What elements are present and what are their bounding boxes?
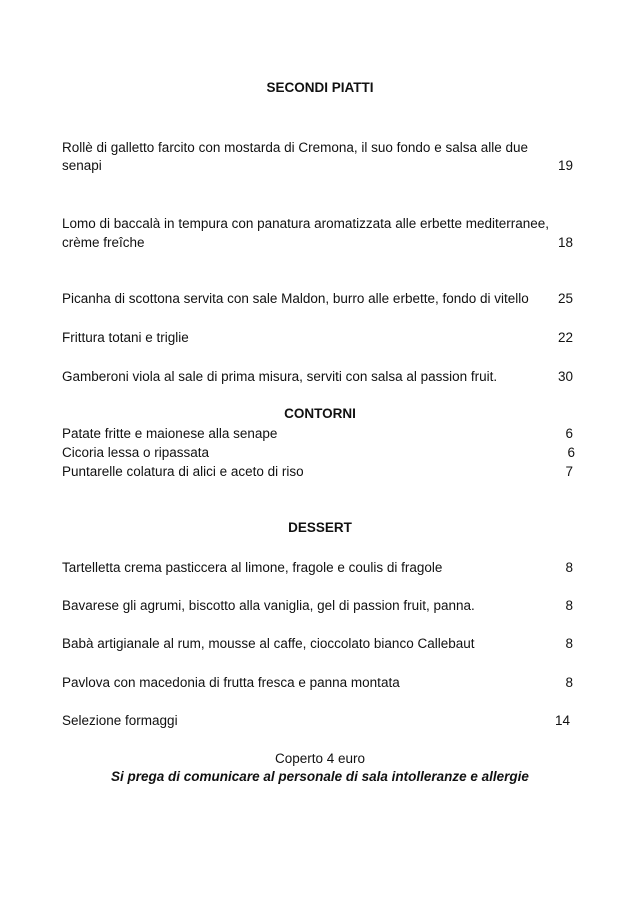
allergy-notice: Si prega di comunicare al personale di sala intolleranze e allergie	[111, 769, 529, 784]
item-price: 6	[567, 445, 575, 460]
item-description: Patate fritte e maionese alla senape	[62, 426, 278, 441]
item-price: 22	[557, 330, 573, 345]
item-description: Rollè di galletto farcito con mostarda di Cremona, il suo fondo e salsa alle due	[62, 140, 529, 155]
item-description: Cicoria lessa o ripassata	[62, 445, 210, 460]
item-price: 25	[557, 291, 573, 306]
item-description: Pavlova con macedonia di frutta fresca e panna montata	[62, 675, 400, 690]
item-description: Bavarese gli agrumi, biscotto alla vaniglia, gel di passion fruit, panna.	[62, 598, 475, 613]
section-title-secondi: SECONDI PIATTI	[266, 80, 374, 95]
item-price: 18	[557, 235, 573, 250]
item-price: 8	[565, 636, 573, 651]
item-price: 19	[557, 158, 573, 173]
item-description: Selezione formaggi	[62, 713, 178, 728]
section-title-contorni: CONTORNI	[284, 406, 356, 421]
item-price: 6	[565, 426, 573, 441]
item-description: Puntarelle colatura di alici e aceto di riso	[62, 464, 304, 479]
item-description: Lomo di baccalà in tempura con panatura aromatizzata alle erbette mediterranee,	[62, 216, 550, 231]
item-description: Babà artigianale al rum, mousse al caffe, cioccolato bianco Callebaut	[62, 636, 475, 651]
item-description-cont: senapi	[62, 158, 102, 173]
item-description: Frittura totani e triglie	[62, 330, 189, 345]
item-price: 30	[557, 369, 573, 384]
item-price: 8	[565, 560, 573, 575]
item-description: Tartelletta crema pasticcera al limone, fragole e coulis di fragole	[62, 560, 443, 575]
item-description: Picanha di scottona servita con sale Maldon, burro alle erbette, fondo di vitello	[62, 291, 529, 306]
item-price: 7	[565, 464, 573, 479]
item-price: 8	[565, 598, 573, 613]
cover-charge: Coperto 4 euro	[274, 751, 366, 766]
item-description-cont: crème freîche	[62, 235, 145, 250]
item-price: 8	[565, 675, 573, 690]
section-title-dessert: DESSERT	[288, 520, 352, 535]
item-description: Gamberoni viola al sale di prima misura, serviti con salsa al passion fruit.	[62, 369, 498, 384]
item-price: 14	[554, 713, 570, 728]
